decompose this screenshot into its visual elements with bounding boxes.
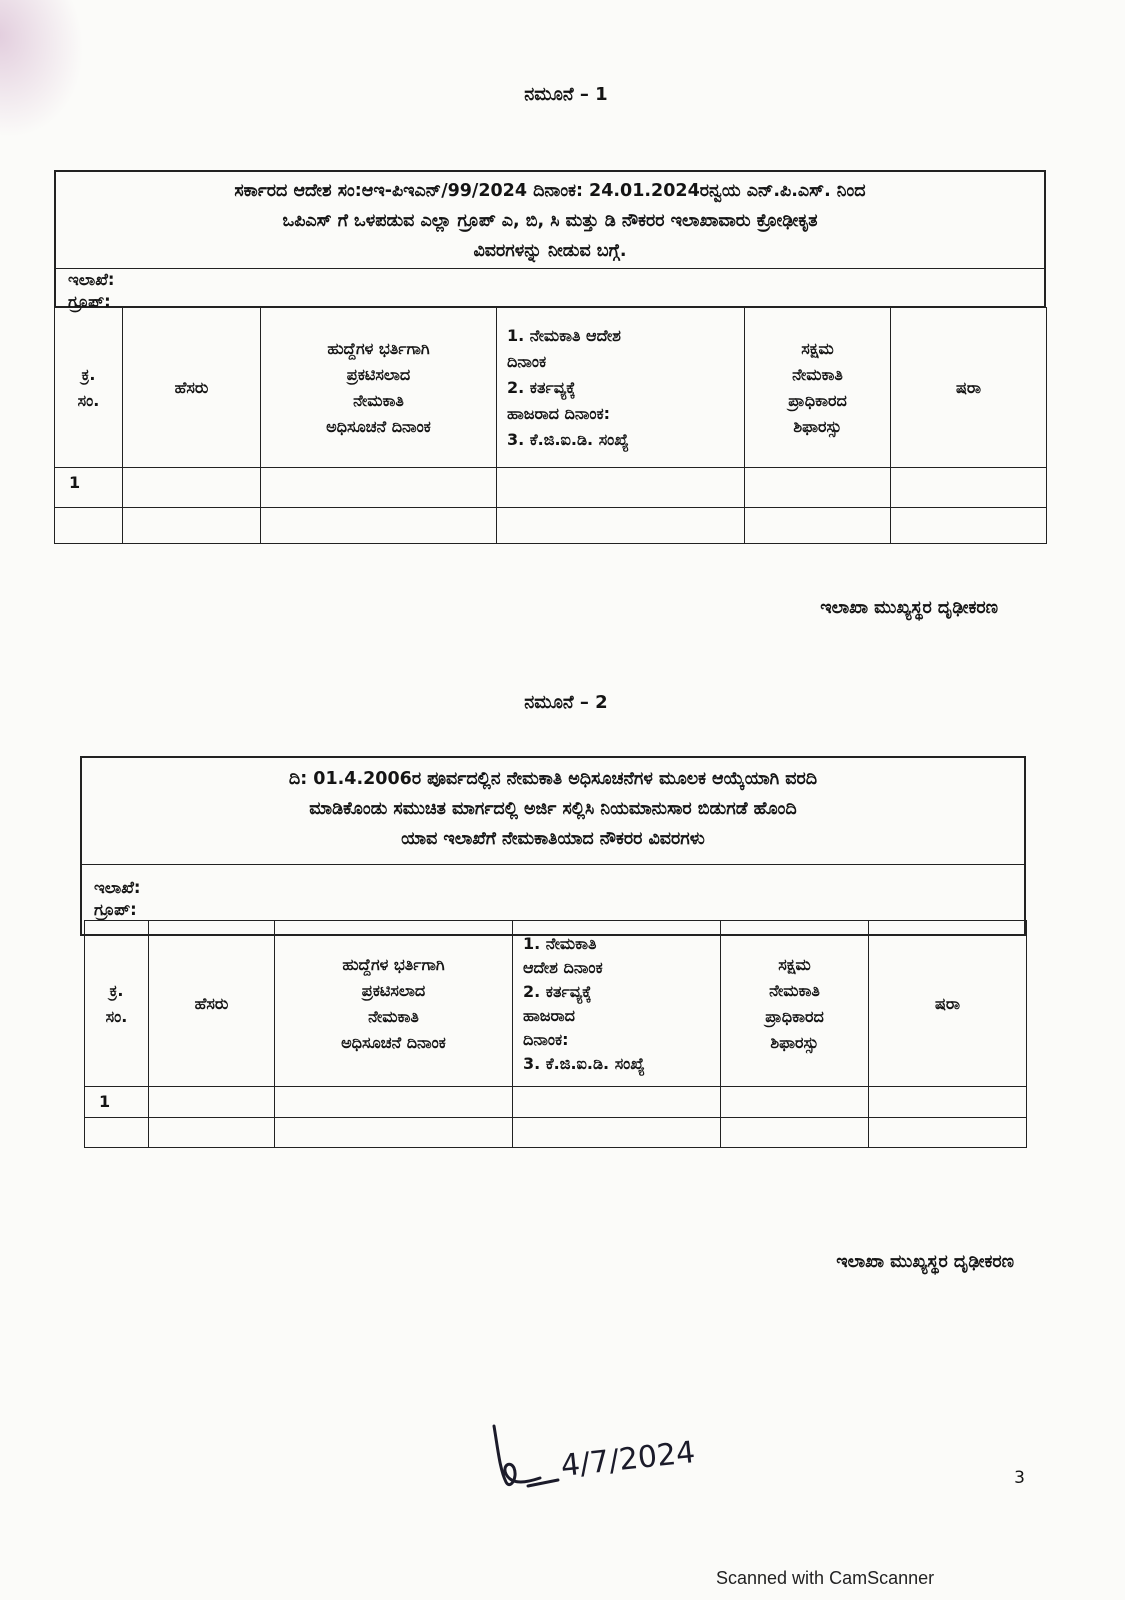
table-row [85,1118,1027,1148]
form2-department-label: ಇಲಾಖೆ: [94,878,141,897]
col-notification-date: ಹುದ್ದೆಗಳ ಭರ್ತಿಗಾಗಿ ಪ್ರಕಟಿಸಲಾದ ನೇಮಕಾತಿ ಅಧಿಸೂಚನೆ ದಿನಾಂಕ [261,308,497,468]
form1-table [54,307,1047,544]
table-row [55,508,1047,544]
form2-subject-line: ಮಾಡಿಕೊಂಡು ಸಮುಚಿತ ಮಾರ್ಗದಲ್ಲಿ ಅರ್ಜಿ ಸಲ್ಲಿಸಿ ನಿಯಮಾನುಸಾರ ಬಿಡುಗಡೆ ಹೊಂದಿ [309,799,797,819]
form2-header-box [80,756,1026,936]
form1-group-label: ಗ್ರೂಪ್: [68,292,111,311]
col-authority-recommendation: ಸಕ್ಷಮ ನೇಮಕಾತಿ ಪ್ರಾಧಿಕಾರದ ಶಿಫಾರಸ್ಸು [745,308,891,468]
handwritten-signature [488,1420,728,1520]
page-number: 3 [1014,1468,1025,1488]
table-row [85,1087,1027,1118]
col-serial-number: ಕ್ರ. ಸಂ. [55,308,123,468]
col-name: ಹೆಸರು [149,921,275,1087]
table-header-row [85,921,1027,1087]
form1-subject-line: ವಿವರಗಳನ್ನು ನೀಡುವ ಬಗ್ಗೆ. [473,241,627,261]
scanner-watermark: Scanned with CamScanner [716,1568,935,1588]
form2-meta [82,865,1024,921]
form2-subject-line: ಯಾವ ಇಲಾಖೆಗೆ ನೇಮಕಾತಿಯಾದ ನೌಕರರ ವಿವರಗಳು [401,829,705,849]
form2-subject [82,758,1024,854]
row-number: 1 [85,1087,149,1118]
form1-header-box [54,170,1046,311]
form2-table [84,920,1027,1148]
table-header-row [55,308,1047,468]
form2-signature-label: ಇಲಾಖಾ ಮುಖ್ಯಸ್ಥರ ದೃಢೀಕರಣ [836,1252,1014,1272]
col-remarks: ಷರಾ [891,308,1047,468]
col-appointment-details: 1. ನೇಮಕಾತಿ ಆದೇಶ ದಿನಾಂಕ 2. ಕರ್ತವ್ಯಕ್ಕೆ ಹಾಜರಾದ ದಿನಾಂಕ: 3. ಕೆ.ಜಿ.ಐ.ಡಿ. ಸಂಖ್ಯೆ [497,308,745,468]
col-notification-date: ಹುದ್ದೆಗಳ ಭರ್ತಿಗಾಗಿ ಪ್ರಕಟಿಸಲಾದ ನೇಮಕಾತಿ ಅಧಿಸೂಚನೆ ದಿನಾಂಕ [275,921,513,1087]
col-authority-recommendation: ಸಕ್ಷಮ ನೇಮಕಾತಿ ಪ್ರಾಧಿಕಾರದ ಶಿಫಾರಸ್ಸು [721,921,869,1087]
handwritten-date: 4/7/2024 [559,1435,697,1484]
form2-subject-line: ದಿ: 01.4.2006ರ ಪೂರ್ವದಲ್ಲಿನ ನೇಮಕಾತಿ ಅಧಿಸೂಚನೆಗಳ ಮೂಲಕ ಆಯ್ಕೆಯಾಗಿ ವರದಿ [288,769,818,789]
form1-subject [56,172,1044,266]
col-name: ಹೆಸರು [123,308,261,468]
form1-department-label: ಇಲಾಖೆ: [68,270,115,289]
form2-group-label: ಗ್ರೂಪ್: [94,900,137,919]
form2-title: ನಮೂನೆ – 2 [524,692,608,713]
col-serial-number: ಕ್ರ. ಸಂ. [85,921,149,1087]
col-remarks: ಷರಾ [869,921,1027,1087]
form1-title: ನಮೂನೆ – 1 [524,84,608,105]
form1-subject-line: ಸರ್ಕಾರದ ಆದೇಶ ಸಂ:ಆಇ-ಪಿಇಎನ್/99/2024 ದಿನಾಂಕ: 24.01.2024ರನ್ವಯ ಎನ್.ಪಿ.ಎಸ್. ನಿಂದ [234,181,866,201]
table-row [55,468,1047,508]
row-number: 1 [55,468,123,508]
form1-subject-line: ಒಪಿಎಸ್ ಗೆ ಒಳಪಡುವ ಎಲ್ಲಾ ಗ್ರೂಪ್ ಎ, ಬಿ, ಸಿ ಮತ್ತು ಡಿ ನೌಕರರ ಇಲಾಖಾವಾರು ಕ್ರೋಢೀಕೃತ [282,211,818,231]
scan-smudge [0,0,112,146]
col-appointment-details: 1. ನೇಮಕಾತಿ ಆದೇಶ ದಿನಾಂಕ 2. ಕರ್ತವ್ಯಕ್ಕೆ ಹಾಜರಾದ ದಿನಾಂಕ: 3. ಕೆ.ಜಿ.ಐ.ಡಿ. ಸಂಖ್ಯೆ [513,921,721,1087]
form1-signature-label: ಇಲಾಖಾ ಮುಖ್ಯಸ್ಥರ ದೃಢೀಕರಣ [820,598,998,618]
